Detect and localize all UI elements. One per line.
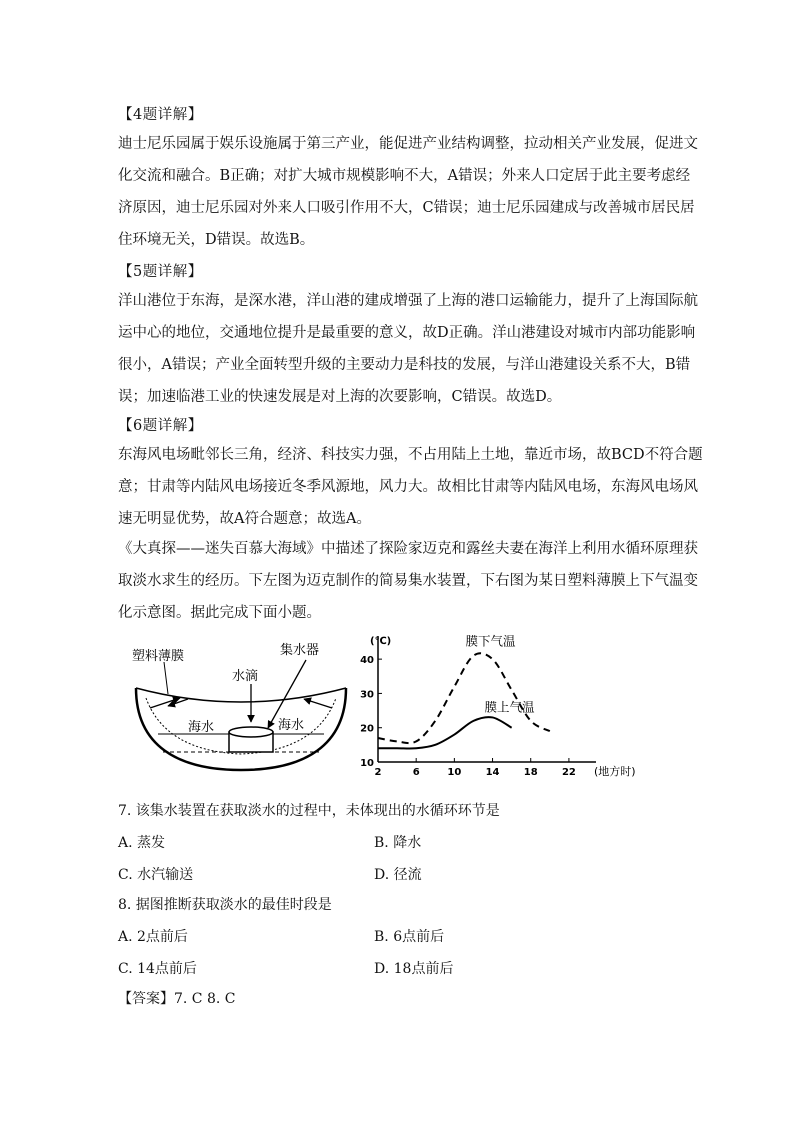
legend-under-film: 膜下气温 bbox=[465, 633, 516, 649]
x-tick-label: 22 bbox=[561, 767, 576, 778]
text-line: 误；加速临港工业的快速发展是对上海的次要影响，C错误。故选D。 bbox=[118, 389, 562, 405]
label-film: 塑料薄膜 bbox=[132, 649, 185, 664]
text-line: 速无明显优势，故A符合题意；故选A。 bbox=[118, 511, 371, 527]
text-line: 运中心的地位，交通地位提升是最重要的意义，故D正确。洋山港建设对城市内部功能影响 bbox=[118, 325, 696, 341]
text-line: 济原因，迪士尼乐园对外来人口吸引作用不大，C错误；迪士尼乐园建成与改善城市居民居 bbox=[118, 200, 695, 216]
y-tick-label: 20 bbox=[360, 723, 374, 735]
legend-above-film: 膜上气温 bbox=[484, 699, 535, 715]
y-axis-label: (℃) bbox=[370, 636, 392, 647]
section-5-heading: 【5题详解】 bbox=[118, 264, 203, 280]
text-line: 东海风电场毗邻长三角，经济、科技实力强，不占用陆上土地，靠近市场，故BCD不符合题 bbox=[118, 447, 703, 463]
text-line: 迪士尼乐园属于娱乐设施属于第三产业，能促进产业结构调整，拉动相关产业发展，促进文 bbox=[118, 136, 698, 152]
section-4-body bbox=[118, 128, 698, 256]
series-above-film-line bbox=[378, 717, 512, 748]
question-7-stem: 7. 该集水装置在获取淡水的过程中，未体现出的水循环环节是 bbox=[118, 803, 500, 819]
x-axis-label: (地方时) bbox=[594, 765, 636, 778]
question-7-option-d: D. 径流 bbox=[374, 867, 422, 883]
question-8-option-c: C. 14点前后 bbox=[118, 961, 197, 977]
x-tick-label: 6 bbox=[412, 767, 420, 778]
series-under-film-line bbox=[378, 653, 550, 743]
text-line: 很小，A错误；产业全面转型升级的主要动力是科技的发展，与洋山港建设关系不大，B错 bbox=[118, 357, 691, 373]
x-tick-label: 10 bbox=[447, 767, 462, 778]
section-4-heading: 【4题详解】 bbox=[118, 107, 203, 123]
question-8-option-a: A. 2点前后 bbox=[118, 929, 188, 945]
text-line: 化示意图。据此完成下面小题。 bbox=[118, 605, 321, 621]
y-tick-label: 10 bbox=[360, 758, 374, 769]
question-7-option-a: A. 蒸发 bbox=[118, 835, 166, 851]
question-8-option-b: B. 6点前后 bbox=[374, 929, 445, 945]
text-line: 《大真探——迷失百慕大海域》中描述了探险家迈克和露丝夫妻在海洋上利用水循环原理获 bbox=[118, 541, 698, 557]
x-tick-label: 18 bbox=[523, 767, 538, 778]
x-tick-label: 14 bbox=[485, 767, 500, 778]
water-collector-diagram bbox=[128, 636, 354, 774]
question-8-option-d: D. 18点前后 bbox=[374, 961, 454, 977]
y-tick-label: 30 bbox=[360, 689, 374, 701]
label-sea-left: 海水 bbox=[188, 720, 215, 735]
y-tick-label: 40 bbox=[360, 655, 374, 667]
intro-text bbox=[118, 533, 698, 629]
text-line: 意；甘肃等内陆风电场接近冬季风源地，风力大。故相比甘肃等内陆风电场，东海风电场风 bbox=[118, 479, 698, 495]
label-sea-right: 海水 bbox=[278, 718, 305, 733]
label-droplet: 水滴 bbox=[232, 669, 259, 684]
section-6-heading: 【6题详解】 bbox=[118, 418, 203, 434]
section-6-body bbox=[118, 439, 703, 535]
text-line: 化交流和融合。B正确；对扩大城市规模影响不大，A错误；外来人口定居于此主要考虑经 bbox=[118, 168, 691, 184]
temperature-chart bbox=[360, 630, 660, 782]
question-7-option-b: B. 降水 bbox=[374, 835, 422, 851]
label-collector: 集水器 bbox=[280, 643, 320, 658]
text-line: 取淡水求生的经历。下左图为迈克制作的简易集水装置，下右图为某日塑料薄膜上下气温变 bbox=[118, 573, 698, 589]
question-7-option-c: C. 水汽输送 bbox=[118, 867, 194, 883]
question-8-stem: 8. 据图推断获取淡水的最佳时段是 bbox=[118, 897, 332, 913]
x-tick-label: 2 bbox=[374, 767, 382, 778]
text-line: 洋山港位于东海，是深水港，洋山港的建成增强了上海的港口运输能力，提升了上海国际航 bbox=[118, 293, 698, 309]
answer-line: 【答案】7. C 8. C bbox=[118, 991, 236, 1007]
text-line: 住环境无关，D错误。故选B。 bbox=[118, 232, 315, 248]
section-5-body bbox=[118, 285, 698, 413]
